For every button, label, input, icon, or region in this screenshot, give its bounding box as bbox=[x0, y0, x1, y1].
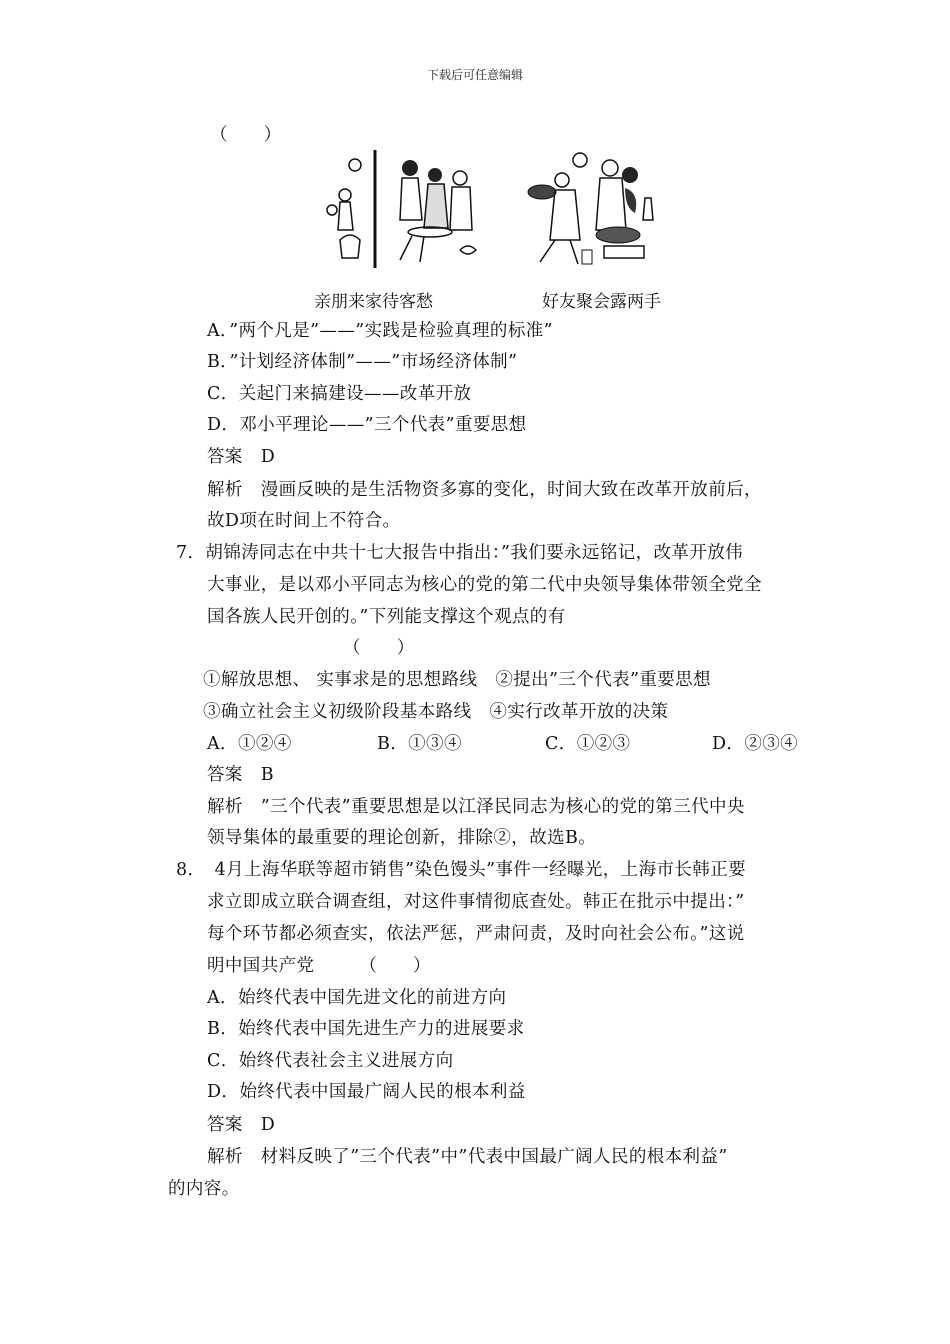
q6-option-b: B．”计划经济体制”——”市场经济体制” bbox=[207, 352, 518, 372]
cartoon-left-caption: 亲朋来家待客愁 bbox=[314, 292, 433, 312]
q7-stem-line1: 7．胡锦涛同志在中共十七大报告中指出：”我们要永远铭记，改革开放伟 bbox=[176, 543, 744, 563]
q8-analysis-line2: 的内容。 bbox=[168, 1179, 240, 1199]
q6-analysis-line2: 故D项在时间上不符合。 bbox=[207, 511, 401, 531]
q6-option-d: D．邓小平理论——”三个代表”重要思想 bbox=[207, 415, 527, 435]
q8-option-d: D．始终代表中国最广阔人民的根本利益 bbox=[207, 1082, 526, 1102]
cartoon-left-image bbox=[320, 150, 490, 270]
q7-analysis-line2: 领导集体的最重要的理论创新，排除②，故选B。 bbox=[207, 828, 597, 848]
q8-option-c: C．始终代表社会主义进展方向 bbox=[207, 1051, 454, 1071]
q8-option-a: A．始终代表中国先进文化的前进方向 bbox=[207, 988, 507, 1008]
q8-stem-line4: 明中国共产党 （ ） bbox=[207, 956, 431, 976]
q7-option-b: B．①③④ bbox=[377, 734, 462, 754]
page-header: 下载后可任意编辑 bbox=[426, 68, 523, 82]
q8-stem-line2: 求立即成立联合调查组，对这件事情彻底查处。韩正在批示中提出：” bbox=[207, 892, 745, 912]
q7-answer: 答案 B bbox=[207, 765, 274, 785]
q8-stem-line1: 8． 4月上海华联等超市销售”染色馒头”事件一经曝光，上海市长韩正要 bbox=[176, 860, 747, 880]
q6-analysis-line1: 解析 漫画反映的是生活物资多寡的变化，时间大致在改革开放前后， bbox=[207, 480, 762, 500]
q8-answer: 答案 D bbox=[207, 1115, 276, 1135]
cartoon-right-image bbox=[500, 150, 660, 270]
q8-option-b: B．始终代表中国先进生产力的进展要求 bbox=[207, 1019, 525, 1039]
q8-stem-line3: 每个环节都必须查实，依法严惩，严肃问责，及时向社会公布。”这说 bbox=[207, 924, 745, 944]
q6-option-c: C．关起门来搞建设——改革开放 bbox=[207, 384, 472, 404]
q7-stem-line3: 国各族人民开创的。”下列能支撑这个观点的有 bbox=[207, 607, 566, 627]
q7-stem-line2: 大事业，是以邓小平同志为核心的党的第二代中央领导集体带领全党全 bbox=[207, 575, 762, 595]
cartoon-right-caption: 好友聚会露两手 bbox=[542, 292, 661, 312]
q7-item-line1: ①解放思想、 实事求是的思想路线 ②提出”三个代表”重要思想 bbox=[203, 670, 711, 690]
q7-option-a: A．①②④ bbox=[207, 734, 292, 754]
q8-analysis-line1: 解析 材料反映了”三个代表”中”代表中国最广阔人民的根本利益” bbox=[207, 1147, 728, 1167]
q7-option-c: C．①②③ bbox=[545, 734, 631, 754]
q6-answer: 答案 D bbox=[207, 447, 276, 467]
q7-paren: （ ） bbox=[343, 638, 415, 658]
q6-option-a: A．”两个凡是”——”实践是检验真理的标准” bbox=[207, 321, 553, 341]
q7-item-line2: ③确立社会主义初级阶段基本路线 ④实行改革开放的决策 bbox=[203, 702, 669, 722]
q7-option-d: D．②③④ bbox=[712, 734, 799, 754]
q6-paren: （ ） bbox=[210, 125, 282, 145]
q7-analysis-line1: 解析 ”三个代表”重要思想是以江泽民同志为核心的党的第三代中央 bbox=[207, 797, 745, 817]
